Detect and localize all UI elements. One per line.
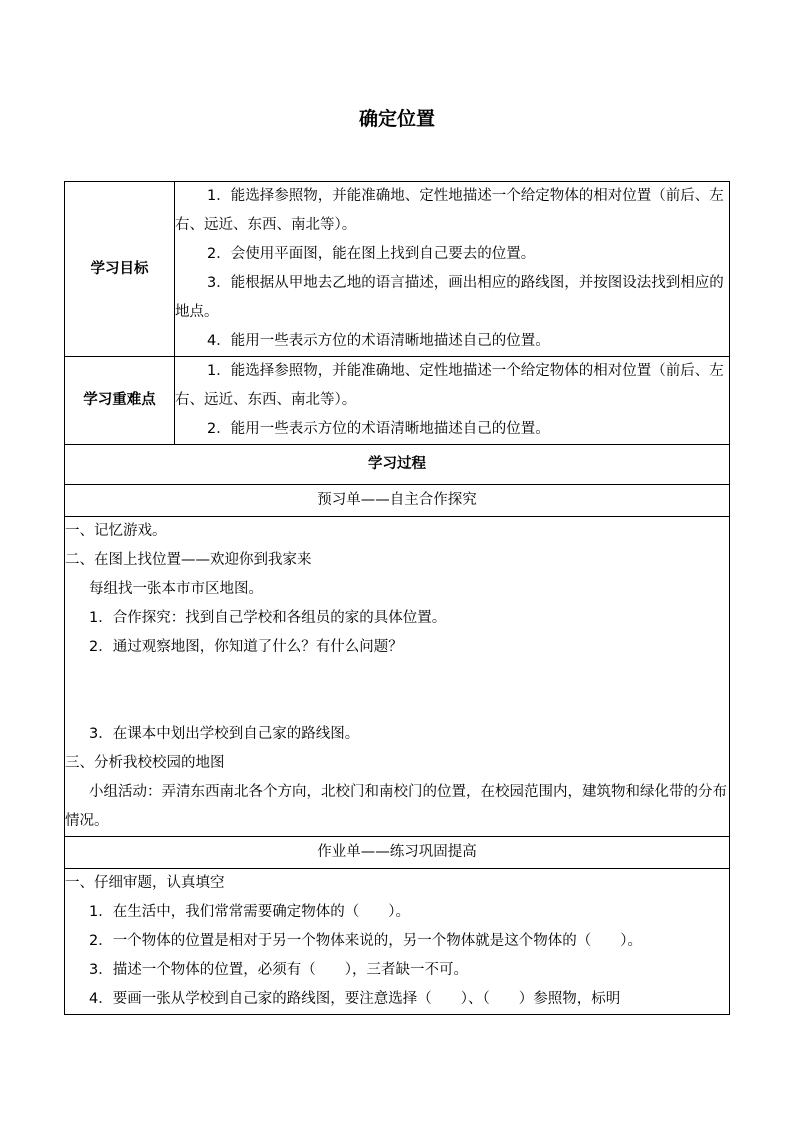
process-heading: 学习过程 xyxy=(65,445,730,485)
lesson-plan-table xyxy=(64,181,730,1015)
preview-heading-row xyxy=(65,485,730,517)
homework-line: 1．在生活中，我们常常需要确定物体的（ ）。 xyxy=(89,904,410,920)
preview-line: 1．合作探究：找到自己学校和各组员的家的具体位置。 xyxy=(89,610,447,626)
homework-body-row xyxy=(65,869,730,1015)
homework-heading: 作业单——练习巩固提高 xyxy=(65,837,730,869)
preview-line: 3．在课本中划出学校到自己家的路线图。 xyxy=(89,726,360,742)
document-title: 确定位置 xyxy=(358,108,435,130)
goals-label: 学习目标 xyxy=(65,182,175,357)
homework-line: 一、仔细审题，认真填空 xyxy=(65,875,225,891)
homework-line: 2．一个物体的位置是相对于另一个物体来说的，另一个物体就是这个物体的（ ）。 xyxy=(89,933,642,949)
key-point-item: 1．能选择参照物，并能准确地、定性地描述一个给定物体的相对位置（前后、左右、远近、东西、南北等）。 xyxy=(175,363,724,408)
preview-line: 一、记忆游戏。 xyxy=(65,523,167,539)
preview-line: 2．通过观察地图，你知道了什么？有什么问题？ xyxy=(89,639,403,655)
preview-line: 每组找一张本市市区地图。 xyxy=(89,581,263,597)
homework-line: 4．要画一张从学校到自己家的路线图，要注意选择（ ）、（ ）参照物，标明 xyxy=(89,991,621,1007)
preview-body-row xyxy=(65,517,730,837)
goal-item: 1．能选择参照物，并能准确地、定性地描述一个给定物体的相对位置（前后、左右、远近、东西、南北等）。 xyxy=(175,188,724,233)
process-heading-row xyxy=(65,445,730,485)
homework-line: 3．描述一个物体的位置，必须有（ ），三者缺一不可。 xyxy=(89,962,468,978)
preview-heading: 预习单——自主合作探究 xyxy=(65,485,730,517)
goal-item: 3．能根据从甲地去乙地的语言描述，画出相应的路线图，并按图设法找到相应的地点。 xyxy=(175,275,724,320)
preview-line: 小组活动：弄清东西南北各个方向，北校门和南校门的位置，在校园范围内，建筑物和绿化带的分布情况。 xyxy=(65,784,727,829)
goals-content xyxy=(175,182,730,357)
preview-body xyxy=(65,517,730,837)
preview-line: 三、分析我校校园的地图 xyxy=(65,755,225,771)
homework-body xyxy=(65,869,730,1015)
key-points-label: 学习重难点 xyxy=(65,357,175,445)
goal-item: 2．会使用平面图，能在图上找到自己要去的位置。 xyxy=(207,246,536,262)
key-points-content xyxy=(175,357,730,445)
goals-row xyxy=(65,182,730,357)
answer-space xyxy=(65,662,729,720)
key-point-item: 2．能用一些表示方位的术语清晰地描述自己的位置。 xyxy=(207,421,550,437)
goal-item: 4．能用一些表示方位的术语清晰地描述自己的位置。 xyxy=(207,333,550,349)
key-points-row xyxy=(65,357,730,445)
homework-heading-row xyxy=(65,837,730,869)
preview-line: 二、在图上找位置——欢迎你到我家来 xyxy=(65,552,312,568)
